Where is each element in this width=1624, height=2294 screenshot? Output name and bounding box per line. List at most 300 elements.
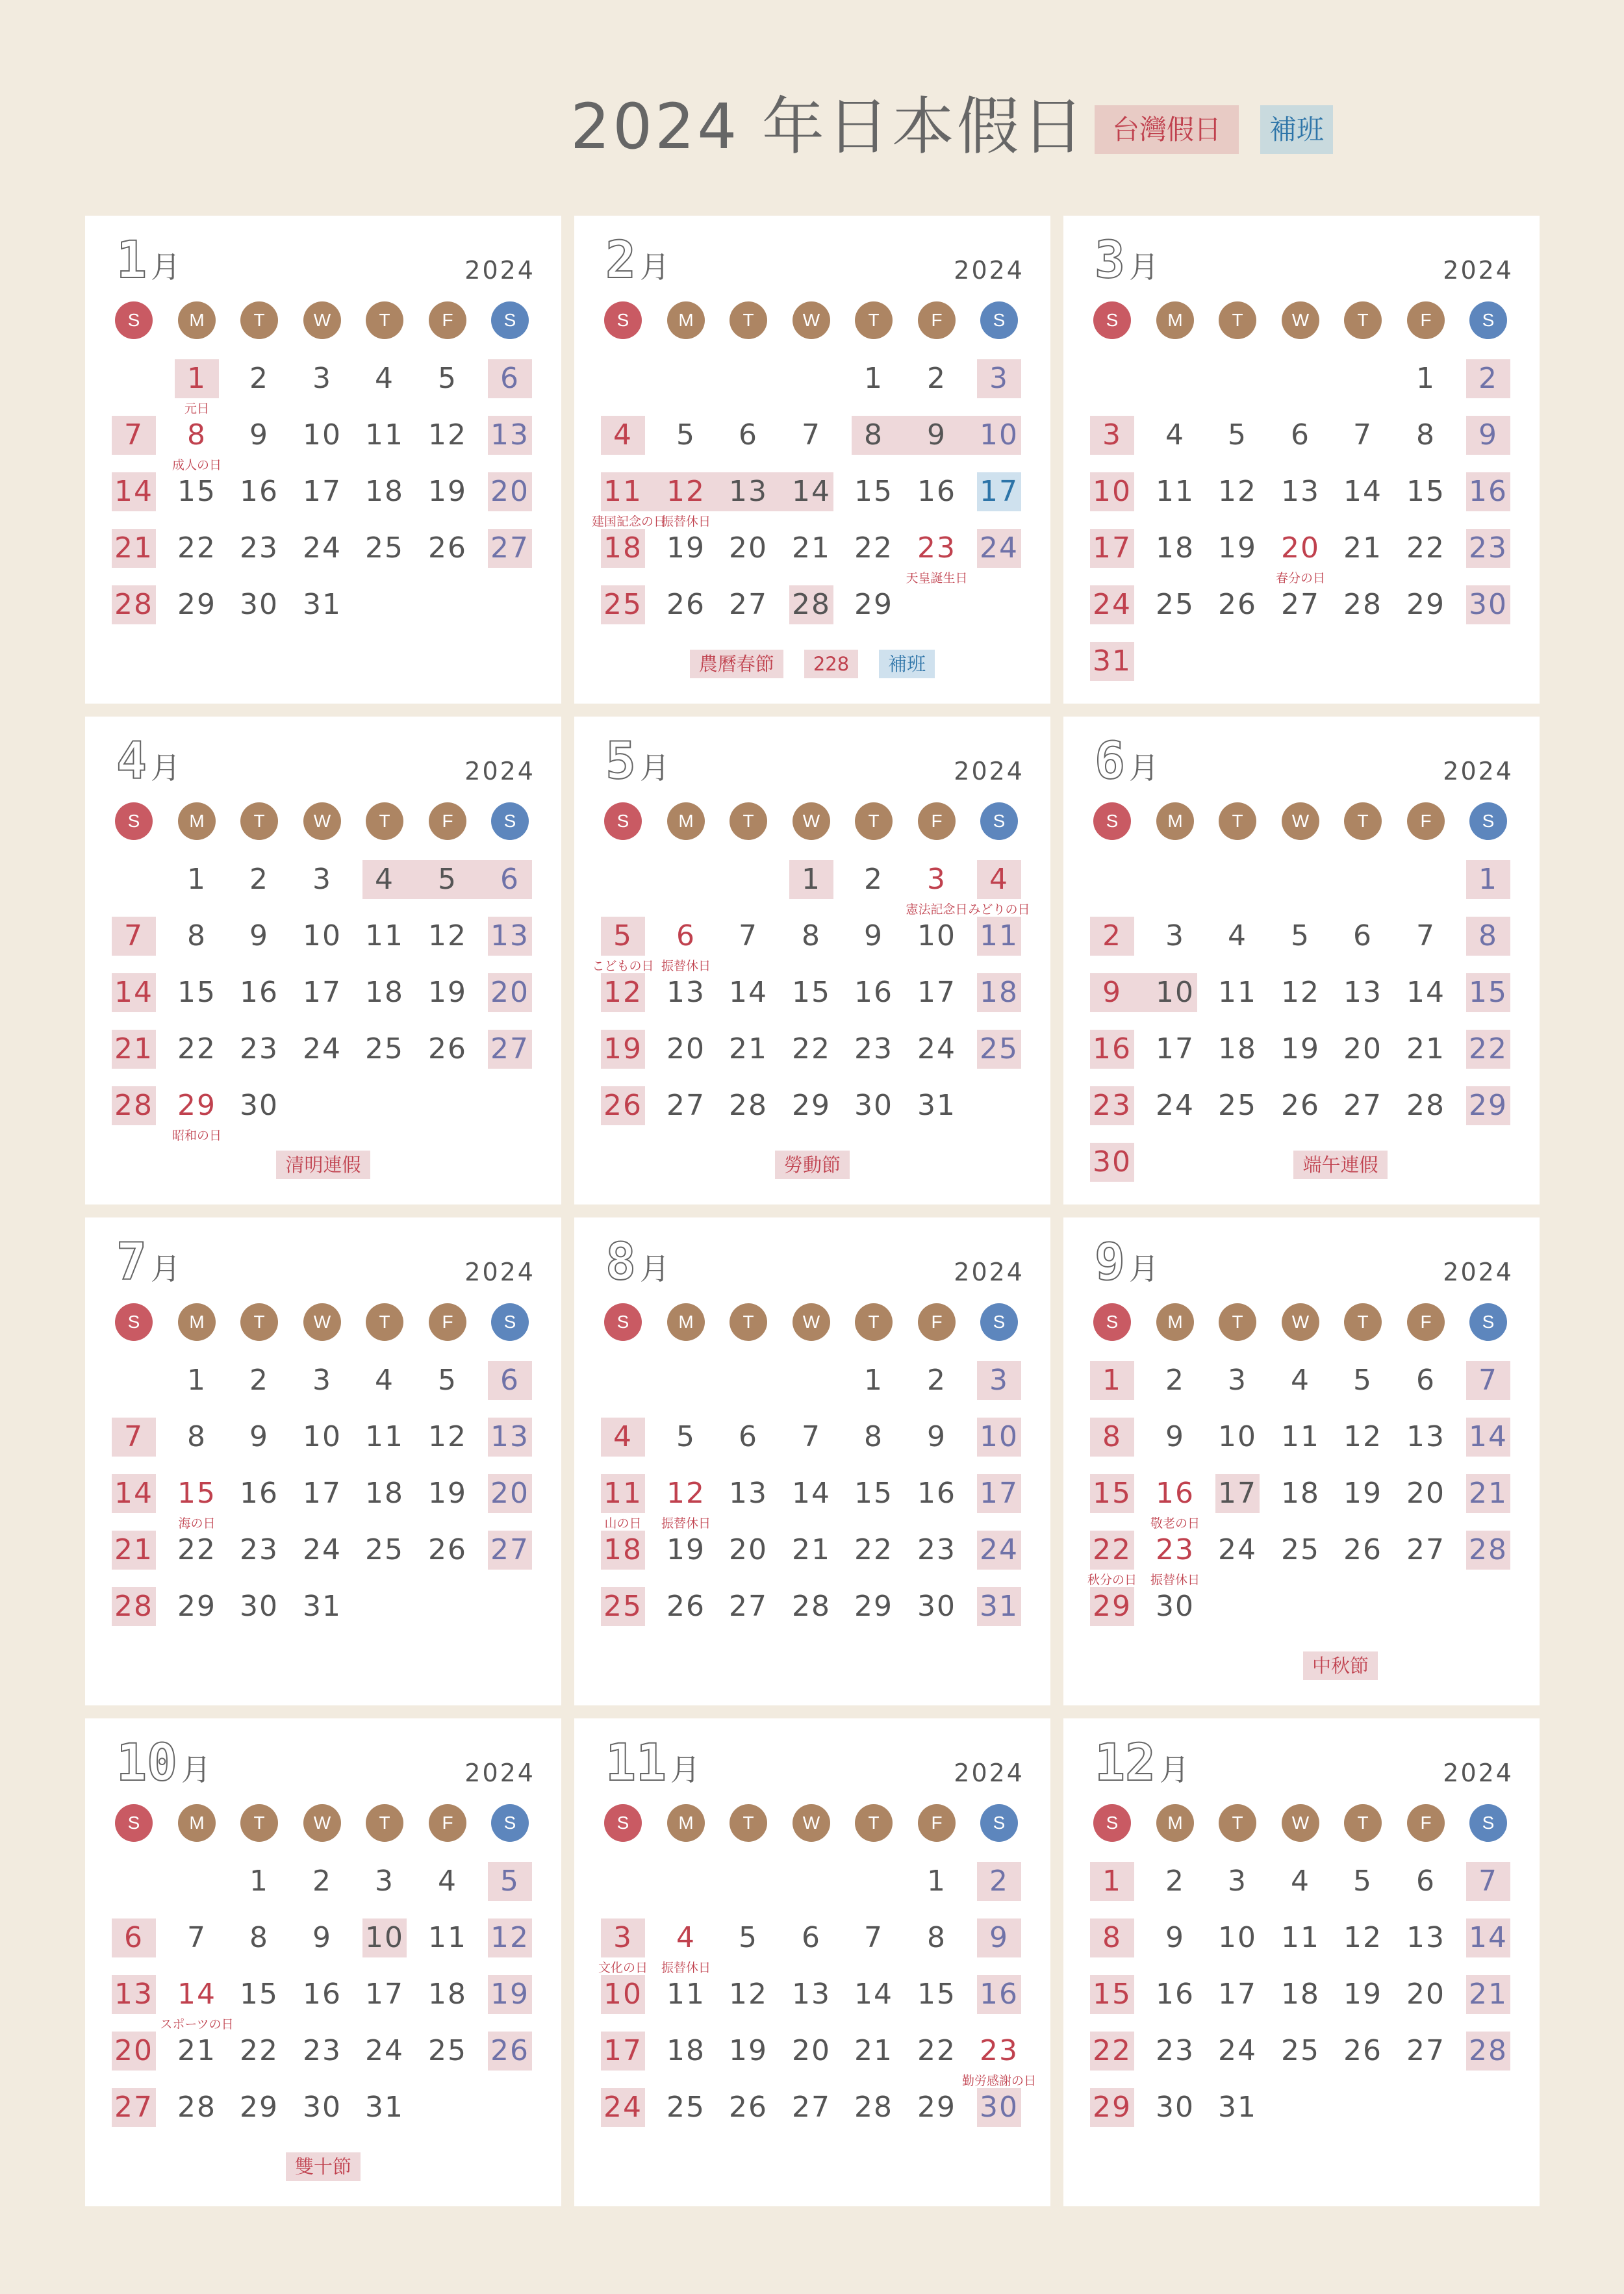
date-cell[interactable]: 21 — [1406, 1032, 1445, 1065]
date-cell[interactable]: 15 — [792, 976, 831, 1009]
date-cell[interactable]: 3 — [312, 1364, 332, 1397]
date-cell[interactable]: 28 — [114, 588, 153, 621]
date-cell[interactable]: 6 — [739, 1420, 758, 1453]
date-cell[interactable]: 15 — [240, 1978, 279, 2011]
date-cell[interactable]: 8 — [1478, 919, 1498, 952]
date-cell[interactable]: 16 — [1093, 1032, 1132, 1065]
date-cell[interactable]: 11 — [365, 418, 404, 452]
date-cell[interactable]: 8 — [1102, 1420, 1122, 1453]
date-cell[interactable]: 12 — [490, 1921, 529, 1954]
date-cell[interactable]: 16 — [917, 475, 956, 508]
date-cell[interactable]: 1 — [187, 863, 207, 896]
date-cell[interactable]: 24 — [980, 1533, 1019, 1566]
date-cell[interactable]: 12 — [1218, 475, 1257, 508]
date-cell[interactable]: 13 — [666, 976, 705, 1009]
date-cell[interactable]: 3 — [1102, 418, 1122, 452]
date-cell[interactable]: 30 — [1156, 1590, 1195, 1623]
date-cell[interactable]: 10 — [1093, 475, 1132, 508]
date-cell[interactable]: 5 — [1228, 418, 1247, 452]
date-cell[interactable]: 24 — [303, 1533, 342, 1566]
date-cell[interactable]: 14 — [729, 976, 768, 1009]
date-cell[interactable]: 19 — [1343, 1477, 1382, 1510]
date-cell[interactable]: 11 — [980, 919, 1019, 952]
date-cell[interactable]: 19 — [1281, 1032, 1320, 1065]
date-cell[interactable]: 27 — [490, 531, 529, 565]
date-cell[interactable]: 13 — [490, 418, 529, 452]
date-cell[interactable]: 22 — [792, 1032, 831, 1065]
date-cell[interactable]: 6 — [1416, 1364, 1436, 1397]
date-cell[interactable]: 3 — [1228, 1865, 1247, 1898]
date-cell[interactable]: 4 — [1165, 418, 1185, 452]
date-cell[interactable]: 15 — [854, 1477, 893, 1510]
date-cell[interactable]: 25 — [603, 1590, 642, 1623]
date-cell[interactable]: 6 — [676, 919, 696, 952]
date-cell[interactable]: 14 — [1406, 976, 1445, 1009]
date-cell[interactable]: 24 — [365, 2034, 404, 2067]
date-cell[interactable]: 17 — [1093, 531, 1132, 565]
date-cell[interactable]: 1 — [864, 362, 883, 395]
date-cell[interactable]: 16 — [1469, 475, 1508, 508]
date-cell[interactable]: 21 — [1469, 1477, 1508, 1510]
date-cell[interactable]: 16 — [917, 1477, 956, 1510]
date-cell[interactable]: 30 — [1093, 1145, 1132, 1179]
date-cell[interactable]: 4 — [676, 1921, 696, 1954]
date-cell[interactable]: 3 — [1228, 1364, 1247, 1397]
date-cell[interactable]: 10 — [603, 1978, 642, 2011]
date-cell[interactable]: 16 — [240, 976, 279, 1009]
date-cell[interactable]: 23 — [917, 531, 956, 565]
date-cell[interactable]: 7 — [1416, 919, 1436, 952]
date-cell[interactable]: 31 — [917, 1089, 956, 1122]
date-cell[interactable]: 10 — [980, 418, 1019, 452]
date-cell[interactable]: 9 — [249, 1420, 269, 1453]
date-cell[interactable]: 25 — [1281, 2034, 1320, 2067]
date-cell[interactable]: 22 — [240, 2034, 279, 2067]
date-cell[interactable]: 17 — [1218, 1978, 1257, 2011]
date-cell[interactable]: 27 — [666, 1089, 705, 1122]
date-cell[interactable]: 24 — [1156, 1089, 1195, 1122]
date-cell[interactable]: 26 — [428, 1533, 467, 1566]
date-cell[interactable]: 16 — [240, 475, 279, 508]
date-cell[interactable]: 26 — [1343, 2034, 1382, 2067]
date-cell[interactable]: 27 — [1406, 1533, 1445, 1566]
date-cell[interactable]: 27 — [1281, 588, 1320, 621]
date-cell[interactable]: 12 — [1281, 976, 1320, 1009]
date-cell[interactable]: 9 — [249, 418, 269, 452]
date-cell[interactable]: 2 — [1165, 1364, 1185, 1397]
date-cell[interactable]: 19 — [1343, 1978, 1382, 2011]
date-cell[interactable]: 4 — [375, 362, 394, 395]
date-cell[interactable]: 4 — [613, 418, 633, 452]
date-cell[interactable]: 6 — [1416, 1865, 1436, 1898]
date-cell[interactable]: 20 — [490, 1477, 529, 1510]
date-cell[interactable]: 31 — [1218, 2091, 1257, 2124]
date-cell[interactable]: 29 — [1469, 1089, 1508, 1122]
date-cell[interactable]: 9 — [249, 919, 269, 952]
date-cell[interactable]: 29 — [854, 588, 893, 621]
date-cell[interactable]: 25 — [1281, 1533, 1320, 1566]
date-cell[interactable]: 22 — [177, 1032, 216, 1065]
date-cell[interactable]: 21 — [1469, 1978, 1508, 2011]
date-cell[interactable]: 14 — [792, 1477, 831, 1510]
date-cell[interactable]: 29 — [1093, 2091, 1132, 2124]
date-cell[interactable]: 1 — [187, 1364, 207, 1397]
date-cell[interactable]: 6 — [802, 1921, 821, 1954]
date-cell[interactable]: 19 — [729, 2034, 768, 2067]
date-cell[interactable]: 24 — [303, 531, 342, 565]
date-cell[interactable]: 18 — [1281, 1477, 1320, 1510]
date-cell[interactable]: 25 — [1218, 1089, 1257, 1122]
date-cell[interactable]: 28 — [1469, 1533, 1508, 1566]
date-cell[interactable]: 11 — [1281, 1420, 1320, 1453]
date-cell[interactable]: 5 — [613, 919, 633, 952]
date-cell[interactable]: 5 — [438, 1364, 457, 1397]
date-cell[interactable]: 30 — [1156, 2091, 1195, 2124]
date-cell[interactable]: 5 — [438, 863, 457, 896]
date-cell[interactable]: 16 — [854, 976, 893, 1009]
date-cell[interactable]: 3 — [312, 362, 332, 395]
date-cell[interactable]: 2 — [989, 1865, 1009, 1898]
date-cell[interactable]: 7 — [1478, 1865, 1498, 1898]
date-cell[interactable]: 19 — [603, 1032, 642, 1065]
date-cell[interactable]: 13 — [729, 475, 768, 508]
date-cell[interactable]: 7 — [864, 1921, 883, 1954]
date-cell[interactable]: 9 — [1102, 976, 1122, 1009]
date-cell[interactable]: 1 — [927, 1865, 946, 1898]
date-cell[interactable]: 27 — [114, 2091, 153, 2124]
date-cell[interactable]: 9 — [864, 919, 883, 952]
date-cell[interactable]: 2 — [312, 1865, 332, 1898]
date-cell[interactable]: 17 — [303, 976, 342, 1009]
date-cell[interactable]: 30 — [303, 2091, 342, 2124]
date-cell[interactable]: 17 — [365, 1978, 404, 2011]
date-cell[interactable]: 29 — [177, 1590, 216, 1623]
date-cell[interactable]: 20 — [666, 1032, 705, 1065]
date-cell[interactable]: 23 — [980, 2034, 1019, 2067]
date-cell[interactable]: 24 — [1218, 1533, 1257, 1566]
date-cell[interactable]: 15 — [1093, 1477, 1132, 1510]
date-cell[interactable]: 1 — [1102, 1364, 1122, 1397]
date-cell[interactable]: 29 — [792, 1089, 831, 1122]
date-cell[interactable]: 2 — [249, 1364, 269, 1397]
date-cell[interactable]: 25 — [365, 1533, 404, 1566]
date-cell[interactable]: 25 — [1156, 588, 1195, 621]
date-cell[interactable]: 10 — [365, 1921, 404, 1954]
date-cell[interactable]: 1 — [187, 362, 207, 395]
date-cell[interactable]: 19 — [666, 1533, 705, 1566]
date-cell[interactable]: 10 — [303, 418, 342, 452]
date-cell[interactable]: 18 — [365, 475, 404, 508]
date-cell[interactable]: 30 — [240, 1089, 279, 1122]
date-cell[interactable]: 21 — [114, 1032, 153, 1065]
date-cell[interactable]: 13 — [729, 1477, 768, 1510]
date-cell[interactable]: 19 — [428, 1477, 467, 1510]
date-cell[interactable]: 12 — [428, 919, 467, 952]
date-cell[interactable]: 15 — [1469, 976, 1508, 1009]
date-cell[interactable]: 7 — [187, 1921, 207, 1954]
date-cell[interactable]: 29 — [917, 2091, 956, 2124]
date-cell[interactable]: 24 — [303, 1032, 342, 1065]
date-cell[interactable]: 15 — [1093, 1978, 1132, 2011]
date-cell[interactable]: 7 — [802, 1420, 821, 1453]
date-cell[interactable]: 30 — [980, 2091, 1019, 2124]
date-cell[interactable]: 12 — [603, 976, 642, 1009]
date-cell[interactable]: 5 — [500, 1865, 520, 1898]
date-cell[interactable]: 6 — [500, 362, 520, 395]
date-cell[interactable]: 14 — [1469, 1420, 1508, 1453]
date-cell[interactable]: 25 — [666, 2091, 705, 2124]
date-cell[interactable]: 22 — [854, 1533, 893, 1566]
date-cell[interactable]: 19 — [428, 976, 467, 1009]
date-cell[interactable]: 27 — [1343, 1089, 1382, 1122]
date-cell[interactable]: 15 — [1406, 475, 1445, 508]
date-cell[interactable]: 4 — [1228, 919, 1247, 952]
date-cell[interactable]: 8 — [1416, 418, 1436, 452]
date-cell[interactable]: 25 — [603, 588, 642, 621]
date-cell[interactable]: 9 — [1165, 1921, 1185, 1954]
date-cell[interactable]: 25 — [980, 1032, 1019, 1065]
date-cell[interactable]: 21 — [114, 1533, 153, 1566]
date-cell[interactable]: 12 — [729, 1978, 768, 2011]
date-cell[interactable]: 4 — [613, 1420, 633, 1453]
date-cell[interactable]: 22 — [1093, 1533, 1132, 1566]
date-cell[interactable]: 3 — [375, 1865, 394, 1898]
date-cell[interactable]: 3 — [927, 863, 946, 896]
date-cell[interactable]: 4 — [1291, 1364, 1310, 1397]
date-cell[interactable]: 2 — [927, 1364, 946, 1397]
date-cell[interactable]: 14 — [1343, 475, 1382, 508]
date-cell[interactable]: 17 — [303, 1477, 342, 1510]
date-cell[interactable]: 19 — [666, 531, 705, 565]
date-cell[interactable]: 7 — [802, 418, 821, 452]
date-cell[interactable]: 9 — [1165, 1420, 1185, 1453]
date-cell[interactable]: 26 — [1218, 588, 1257, 621]
date-cell[interactable]: 28 — [114, 1590, 153, 1623]
date-cell[interactable]: 31 — [365, 2091, 404, 2124]
date-cell[interactable]: 27 — [490, 1032, 529, 1065]
date-cell[interactable]: 14 — [114, 475, 153, 508]
date-cell[interactable]: 12 — [666, 1477, 705, 1510]
date-cell[interactable]: 10 — [303, 919, 342, 952]
date-cell[interactable]: 26 — [1281, 1089, 1320, 1122]
date-cell[interactable]: 3 — [312, 863, 332, 896]
date-cell[interactable]: 13 — [792, 1978, 831, 2011]
date-cell[interactable]: 8 — [187, 919, 207, 952]
date-cell[interactable]: 28 — [177, 2091, 216, 2124]
date-cell[interactable]: 23 — [240, 531, 279, 565]
date-cell[interactable]: 11 — [1156, 475, 1195, 508]
date-cell[interactable]: 29 — [240, 2091, 279, 2124]
date-cell[interactable]: 20 — [114, 2034, 153, 2067]
date-cell[interactable]: 6 — [500, 863, 520, 896]
date-cell[interactable]: 24 — [917, 1032, 956, 1065]
date-cell[interactable]: 5 — [1353, 1364, 1373, 1397]
date-cell[interactable]: 1 — [1416, 362, 1436, 395]
date-cell[interactable]: 21 — [792, 531, 831, 565]
date-cell[interactable]: 2 — [249, 863, 269, 896]
date-cell[interactable]: 22 — [1469, 1032, 1508, 1065]
date-cell[interactable]: 18 — [1281, 1978, 1320, 2011]
date-cell[interactable]: 4 — [375, 1364, 394, 1397]
date-cell[interactable]: 2 — [249, 362, 269, 395]
date-cell[interactable]: 24 — [980, 531, 1019, 565]
date-cell[interactable]: 7 — [739, 919, 758, 952]
date-cell[interactable]: 20 — [490, 475, 529, 508]
date-cell[interactable]: 29 — [1093, 1590, 1132, 1623]
date-cell[interactable]: 17 — [1218, 1477, 1257, 1510]
date-cell[interactable]: 17 — [303, 475, 342, 508]
date-cell[interactable]: 16 — [1156, 1978, 1195, 2011]
date-cell[interactable]: 9 — [312, 1921, 332, 1954]
date-cell[interactable]: 30 — [240, 588, 279, 621]
date-cell[interactable]: 29 — [177, 588, 216, 621]
date-cell[interactable]: 15 — [854, 475, 893, 508]
date-cell[interactable]: 1 — [1478, 863, 1498, 896]
date-cell[interactable]: 15 — [177, 1477, 216, 1510]
date-cell[interactable]: 28 — [1406, 1089, 1445, 1122]
date-cell[interactable]: 22 — [1093, 2034, 1132, 2067]
date-cell[interactable]: 14 — [114, 1477, 153, 1510]
date-cell[interactable]: 9 — [927, 1420, 946, 1453]
date-cell[interactable]: 17 — [917, 976, 956, 1009]
date-cell[interactable]: 26 — [666, 1590, 705, 1623]
date-cell[interactable]: 5 — [676, 1420, 696, 1453]
date-cell[interactable]: 24 — [1093, 588, 1132, 621]
date-cell[interactable]: 30 — [917, 1590, 956, 1623]
date-cell[interactable]: 11 — [603, 475, 642, 508]
date-cell[interactable]: 22 — [854, 531, 893, 565]
date-cell[interactable]: 1 — [802, 863, 821, 896]
date-cell[interactable]: 13 — [490, 1420, 529, 1453]
date-cell[interactable]: 18 — [365, 1477, 404, 1510]
date-cell[interactable]: 12 — [428, 418, 467, 452]
date-cell[interactable]: 4 — [438, 1865, 457, 1898]
date-cell[interactable]: 13 — [1406, 1921, 1445, 1954]
date-cell[interactable]: 27 — [1406, 2034, 1445, 2067]
date-cell[interactable]: 27 — [729, 1590, 768, 1623]
date-cell[interactable]: 11 — [365, 1420, 404, 1453]
date-cell[interactable]: 23 — [303, 2034, 342, 2067]
date-cell[interactable]: 21 — [854, 2034, 893, 2067]
date-cell[interactable]: 28 — [792, 1590, 831, 1623]
date-cell[interactable]: 20 — [729, 1533, 768, 1566]
date-cell[interactable]: 17 — [603, 2034, 642, 2067]
date-cell[interactable]: 8 — [1102, 1921, 1122, 1954]
date-cell[interactable]: 28 — [114, 1089, 153, 1122]
date-cell[interactable]: 22 — [917, 2034, 956, 2067]
date-cell[interactable]: 5 — [1353, 1865, 1373, 1898]
date-cell[interactable]: 30 — [240, 1590, 279, 1623]
date-cell[interactable]: 20 — [729, 531, 768, 565]
date-cell[interactable]: 11 — [603, 1477, 642, 1510]
date-cell[interactable]: 12 — [1343, 1921, 1382, 1954]
date-cell[interactable]: 11 — [666, 1978, 705, 2011]
date-cell[interactable]: 28 — [792, 588, 831, 621]
date-cell[interactable]: 18 — [428, 1978, 467, 2011]
date-cell[interactable]: 30 — [854, 1089, 893, 1122]
date-cell[interactable]: 11 — [365, 919, 404, 952]
date-cell[interactable]: 10 — [303, 1420, 342, 1453]
date-cell[interactable]: 7 — [124, 919, 144, 952]
date-cell[interactable]: 8 — [187, 418, 207, 452]
date-cell[interactable]: 29 — [854, 1590, 893, 1623]
date-cell[interactable]: 7 — [1478, 1364, 1498, 1397]
date-cell[interactable]: 23 — [1469, 531, 1508, 565]
date-cell[interactable]: 26 — [490, 2034, 529, 2067]
date-cell[interactable]: 8 — [864, 418, 883, 452]
date-cell[interactable]: 31 — [1093, 644, 1132, 678]
date-cell[interactable]: 6 — [500, 1364, 520, 1397]
date-cell[interactable]: 23 — [240, 1533, 279, 1566]
date-cell[interactable]: 12 — [1343, 1420, 1382, 1453]
date-cell[interactable]: 16 — [303, 1978, 342, 2011]
date-cell[interactable]: 22 — [177, 1533, 216, 1566]
date-cell[interactable]: 11 — [428, 1921, 467, 1954]
date-cell[interactable]: 6 — [124, 1921, 144, 1954]
date-cell[interactable]: 18 — [1218, 1032, 1257, 1065]
date-cell[interactable]: 27 — [729, 588, 768, 621]
date-cell[interactable]: 19 — [1218, 531, 1257, 565]
date-cell[interactable]: 12 — [428, 1420, 467, 1453]
date-cell[interactable]: 27 — [792, 2091, 831, 2124]
date-cell[interactable]: 4 — [1291, 1865, 1310, 1898]
date-cell[interactable]: 5 — [438, 362, 457, 395]
date-cell[interactable]: 17 — [980, 1477, 1019, 1510]
date-cell[interactable]: 25 — [428, 2034, 467, 2067]
date-cell[interactable]: 25 — [365, 1032, 404, 1065]
date-cell[interactable]: 20 — [1281, 531, 1320, 565]
date-cell[interactable]: 14 — [792, 475, 831, 508]
date-cell[interactable]: 29 — [177, 1089, 216, 1122]
date-cell[interactable]: 10 — [1218, 1921, 1257, 1954]
date-cell[interactable]: 8 — [249, 1921, 269, 1954]
date-cell[interactable]: 10 — [917, 919, 956, 952]
date-cell[interactable]: 24 — [1218, 2034, 1257, 2067]
date-cell[interactable]: 9 — [989, 1921, 1009, 1954]
date-cell[interactable]: 2 — [1478, 362, 1498, 395]
date-cell[interactable]: 6 — [1353, 919, 1373, 952]
date-cell[interactable]: 14 — [177, 1978, 216, 2011]
date-cell[interactable]: 1 — [864, 1364, 883, 1397]
date-cell[interactable]: 12 — [666, 475, 705, 508]
date-cell[interactable]: 10 — [1218, 1420, 1257, 1453]
date-cell[interactable]: 21 — [114, 531, 153, 565]
date-cell[interactable]: 26 — [729, 2091, 768, 2124]
date-cell[interactable]: 22 — [177, 531, 216, 565]
date-cell[interactable]: 27 — [490, 1533, 529, 1566]
date-cell[interactable]: 23 — [917, 1533, 956, 1566]
date-cell[interactable]: 1 — [249, 1865, 269, 1898]
date-cell[interactable]: 23 — [1156, 2034, 1195, 2067]
date-cell[interactable]: 11 — [1218, 976, 1257, 1009]
date-cell[interactable]: 21 — [792, 1533, 831, 1566]
date-cell[interactable]: 8 — [187, 1420, 207, 1453]
date-cell[interactable]: 26 — [428, 1032, 467, 1065]
date-cell[interactable]: 2 — [1102, 919, 1122, 952]
date-cell[interactable]: 21 — [729, 1032, 768, 1065]
date-cell[interactable]: 16 — [980, 1978, 1019, 2011]
date-cell[interactable]: 23 — [1156, 1533, 1195, 1566]
date-cell[interactable]: 20 — [1343, 1032, 1382, 1065]
date-cell[interactable]: 18 — [666, 2034, 705, 2067]
date-cell[interactable]: 18 — [980, 976, 1019, 1009]
date-cell[interactable]: 18 — [1156, 531, 1195, 565]
date-cell[interactable]: 5 — [676, 418, 696, 452]
date-cell[interactable]: 4 — [375, 863, 394, 896]
date-cell[interactable]: 3 — [613, 1921, 633, 1954]
date-cell[interactable]: 26 — [428, 531, 467, 565]
date-cell[interactable]: 20 — [1406, 1978, 1445, 2011]
